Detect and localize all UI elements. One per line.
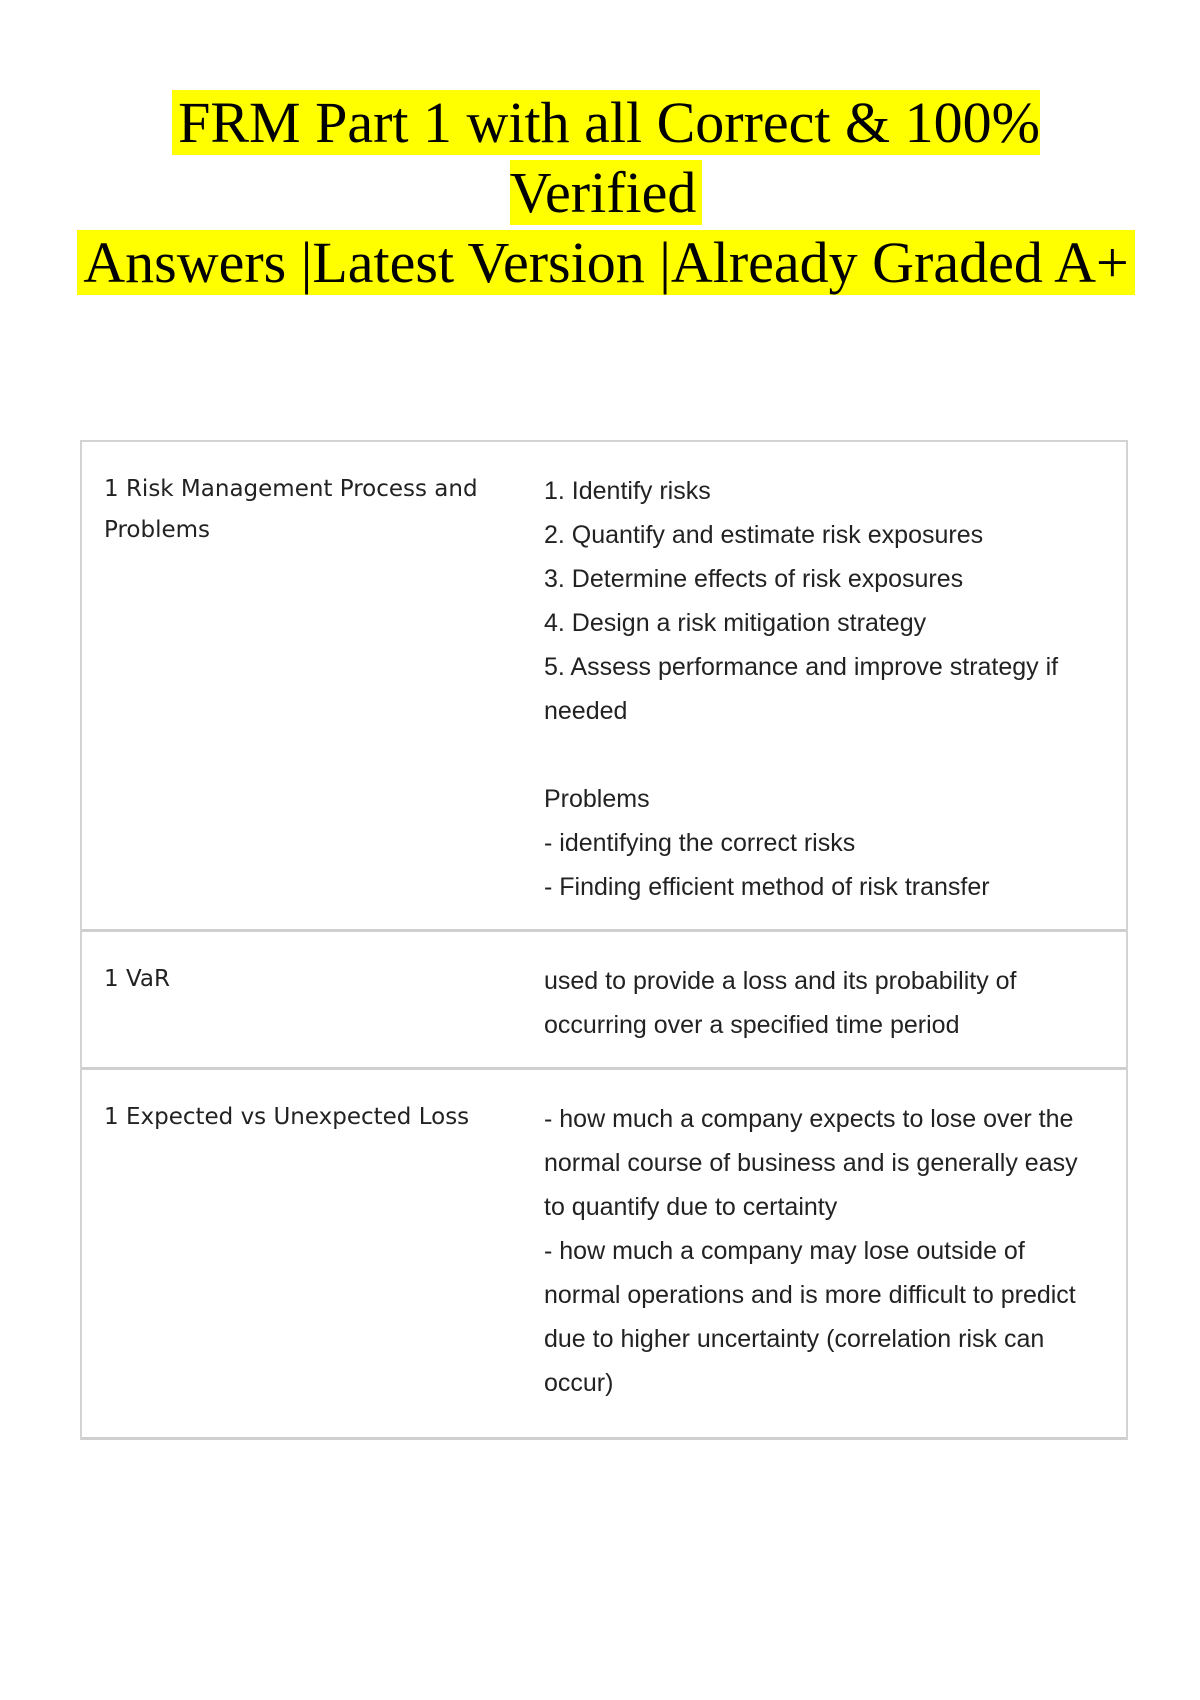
card-term: 1 Risk Management Process and Problems — [104, 476, 485, 543]
card-term: 1 Expected vs Unexpected Loss — [104, 1104, 470, 1130]
page-title — [76, 88, 1136, 298]
flashcard-row — [82, 442, 1126, 932]
flashcard-table — [80, 440, 1128, 1440]
title-line-1: FRM Part 1 with all Correct & 100% Verified — [172, 90, 1040, 225]
card-definition: - how much a company expects to lose over the normal course of business and is generally easy to quantify due to certainty - how much a company may lose outside of normal operations and is more difficult to predict due to higher uncertainty (correlation risk can occur) — [544, 1105, 1078, 1397]
flashcard-row — [82, 1070, 1126, 1440]
flashcard-row — [82, 932, 1126, 1070]
card-term: 1 VaR — [104, 966, 170, 992]
card-definition: used to provide a loss and its probability of occurring over a specified time period — [544, 967, 1024, 1039]
card-definition: 1. Identify risks 2. Quantify and estimate risk exposures 3. Determine effects of risk exposures 4. Design a risk mitigation strategy 5. Assess performance and improve strategy if needed Problems - identifying the correct risks - Finding efficient method of risk transfer — [544, 477, 1059, 901]
title-line-2: Answers |Latest Version |Already Graded A+ — [77, 230, 1134, 295]
